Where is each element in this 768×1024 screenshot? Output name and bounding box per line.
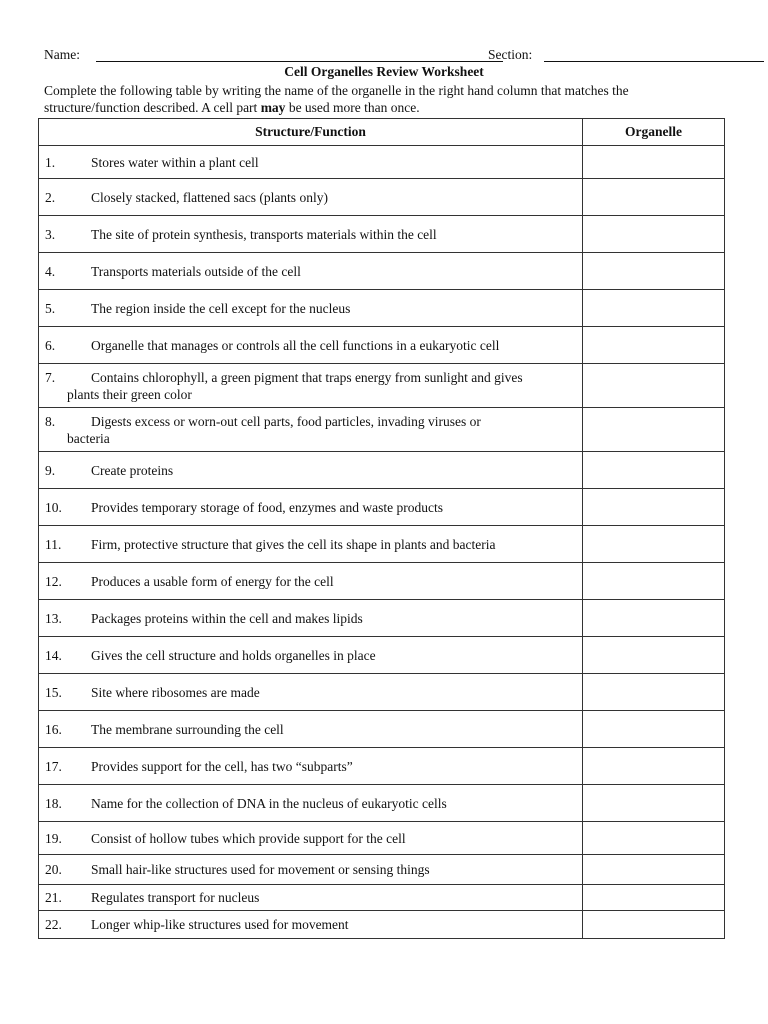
section-label: Section: xyxy=(488,47,533,62)
structure-function-cell xyxy=(39,526,583,563)
structure-function-header: Structure/Function xyxy=(39,119,583,146)
organelle-answer-cell[interactable] xyxy=(583,526,725,563)
row-text xyxy=(39,861,582,878)
structure-function-cell xyxy=(39,822,583,855)
row-description: Provides support for the cell, has two “subparts” xyxy=(91,758,353,774)
row-number: 20. xyxy=(45,862,62,877)
row-number: 21. xyxy=(45,890,62,905)
row-text xyxy=(39,830,582,847)
organelle-answer-cell[interactable] xyxy=(583,146,725,179)
row-number: 3. xyxy=(45,226,56,242)
organelle-answer-cell[interactable] xyxy=(583,216,725,253)
row-number: 14. xyxy=(45,647,62,663)
row-text xyxy=(39,226,582,243)
table-row xyxy=(39,674,725,711)
table-row xyxy=(39,822,725,855)
organelle-answer-cell[interactable] xyxy=(583,452,725,489)
table-header-row xyxy=(39,119,725,146)
row-description: Transports materials outside of the cell xyxy=(91,263,301,279)
structure-function-cell xyxy=(39,216,583,253)
structure-function-cell xyxy=(39,600,583,637)
row-description: The membrane surrounding the cell xyxy=(91,721,284,737)
instructions-text-end: be used more than once. xyxy=(285,100,420,115)
row-text xyxy=(39,189,582,206)
organelle-answer-cell[interactable] xyxy=(583,179,725,216)
organelle-answer-cell[interactable] xyxy=(583,600,725,637)
structure-function-cell xyxy=(39,911,583,939)
organelle-table xyxy=(38,118,725,939)
row-description: Contains chlorophyll, a green pigment that traps energy from sunlight and gives xyxy=(91,369,523,385)
row-text xyxy=(39,684,582,701)
structure-function-cell xyxy=(39,711,583,748)
organelle-answer-cell[interactable] xyxy=(583,855,725,885)
organelle-answer-cell[interactable] xyxy=(583,563,725,600)
organelle-answer-cell[interactable] xyxy=(583,489,725,526)
row-description: The site of protein synthesis, transports materials within the cell xyxy=(91,226,437,242)
organelle-answer-cell[interactable] xyxy=(583,911,725,939)
structure-function-cell xyxy=(39,146,583,179)
table-row xyxy=(39,290,725,327)
row-description: The region inside the cell except for the nucleus xyxy=(91,300,351,316)
structure-function-cell xyxy=(39,452,583,489)
row-number: 16. xyxy=(45,721,62,737)
structure-function-cell xyxy=(39,637,583,674)
table-row xyxy=(39,489,725,526)
row-description-continued: plants their green color xyxy=(67,386,192,402)
worksheet-title: Cell Organelles Review Worksheet xyxy=(284,64,484,79)
organelle-answer-cell[interactable] xyxy=(583,290,725,327)
table-row xyxy=(39,408,725,452)
row-number: 7. xyxy=(45,369,56,385)
table-row xyxy=(39,600,725,637)
structure-function-cell xyxy=(39,253,583,290)
organelle-answer-cell[interactable] xyxy=(583,327,725,364)
table-row xyxy=(39,748,725,785)
row-number: 11. xyxy=(45,536,62,552)
row-text xyxy=(39,154,582,171)
organelle-answer-cell[interactable] xyxy=(583,674,725,711)
row-description: Regulates transport for nucleus xyxy=(91,890,260,905)
row-description: Gives the cell structure and holds organelles in place xyxy=(91,647,376,663)
table-row xyxy=(39,452,725,489)
row-description: Longer whip-like structures used for movement xyxy=(91,917,349,932)
row-description: Firm, protective structure that gives the cell its shape in plants and bacteria xyxy=(91,536,496,552)
table-row xyxy=(39,364,725,408)
row-text xyxy=(39,536,582,553)
row-text xyxy=(39,916,582,933)
row-description: Name for the collection of DNA in the nucleus of eukaryotic cells xyxy=(91,795,447,811)
table-row xyxy=(39,179,725,216)
organelle-header: Organelle xyxy=(583,119,725,146)
row-text xyxy=(39,758,582,775)
structure-function-cell xyxy=(39,327,583,364)
row-text xyxy=(39,499,582,516)
row-description: Consist of hollow tubes which provide support for the cell xyxy=(91,830,406,846)
row-number: 12. xyxy=(45,573,62,589)
row-number: 19. xyxy=(45,830,62,846)
structure-function-cell xyxy=(39,179,583,216)
row-number: 22. xyxy=(45,917,62,932)
row-text xyxy=(39,610,582,627)
row-text xyxy=(39,647,582,664)
structure-function-cell xyxy=(39,563,583,600)
table-row xyxy=(39,711,725,748)
row-description: Small hair-like structures used for movement or sensing things xyxy=(91,862,430,877)
instructions-text: Complete the following table by writing the name of the organelle in the right hand column that matches the structure/function described. A cell part xyxy=(44,83,629,115)
table-row xyxy=(39,216,725,253)
row-text xyxy=(39,795,582,812)
row-description: Produces a usable form of energy for the cell xyxy=(91,573,334,589)
section-blank-line[interactable] xyxy=(544,61,764,62)
row-description: Create proteins xyxy=(91,462,174,478)
row-number: 10. xyxy=(45,499,62,515)
organelle-answer-cell[interactable] xyxy=(583,748,725,785)
table-row xyxy=(39,637,725,674)
row-text xyxy=(39,263,582,280)
structure-function-cell xyxy=(39,408,583,452)
name-label: Name: xyxy=(44,47,80,62)
row-text xyxy=(39,721,582,738)
row-text xyxy=(39,337,582,354)
row-number: 8. xyxy=(45,413,56,429)
row-number: 9. xyxy=(45,462,56,478)
table-row xyxy=(39,563,725,600)
organelle-answer-cell[interactable] xyxy=(583,364,725,408)
row-number: 18. xyxy=(45,795,62,811)
table-row xyxy=(39,785,725,822)
structure-function-cell xyxy=(39,674,583,711)
row-text xyxy=(39,889,582,906)
table-row xyxy=(39,327,725,364)
row-description: Organelle that manages or controls all the cell functions in a eukaryotic cell xyxy=(91,337,500,353)
instructions-bold: may xyxy=(260,100,286,115)
row-number: 6. xyxy=(45,337,56,353)
row-description: Provides temporary storage of food, enzymes and waste products xyxy=(91,499,444,515)
row-number: 5. xyxy=(45,300,56,316)
table-row xyxy=(39,911,725,939)
row-text xyxy=(39,369,582,403)
row-text xyxy=(39,300,582,317)
table-row xyxy=(39,855,725,885)
row-number: 1. xyxy=(45,154,56,170)
row-number: 4. xyxy=(45,263,56,279)
row-description-continued: bacteria xyxy=(67,430,110,446)
row-description: Closely stacked, flattened sacs (plants only) xyxy=(91,189,328,205)
organelle-answer-cell[interactable] xyxy=(583,885,725,911)
structure-function-cell xyxy=(39,748,583,785)
row-number: 13. xyxy=(45,610,62,626)
table-row xyxy=(39,146,725,179)
organelle-answer-cell[interactable] xyxy=(583,637,725,674)
organelle-answer-cell[interactable] xyxy=(583,408,725,452)
structure-function-cell xyxy=(39,885,583,911)
structure-function-cell xyxy=(39,290,583,327)
structure-function-cell xyxy=(39,364,583,408)
structure-function-cell xyxy=(39,855,583,885)
row-number: 2. xyxy=(45,189,56,205)
structure-function-cell xyxy=(39,489,583,526)
table-row xyxy=(39,526,725,563)
row-number: 17. xyxy=(45,758,62,774)
table-row xyxy=(39,253,725,290)
table-row xyxy=(39,885,725,911)
row-description: Site where ribosomes are made xyxy=(91,684,260,700)
organelle-answer-cell[interactable] xyxy=(583,822,725,855)
row-description: Packages proteins within the cell and makes lipids xyxy=(91,610,363,626)
instructions xyxy=(44,82,714,116)
name-blank-line[interactable] xyxy=(96,61,503,62)
organelle-answer-cell[interactable] xyxy=(583,711,725,748)
row-text xyxy=(39,573,582,590)
row-text xyxy=(39,462,582,479)
row-description: Stores water within a plant cell xyxy=(91,154,259,170)
table-body xyxy=(39,146,725,939)
row-number: 15. xyxy=(45,684,62,700)
row-description: Digests excess or worn-out cell parts, food particles, invading viruses or xyxy=(91,413,481,429)
organelle-answer-cell[interactable] xyxy=(583,785,725,822)
row-text xyxy=(39,413,582,447)
header-line xyxy=(44,45,724,65)
structure-function-cell xyxy=(39,785,583,822)
organelle-answer-cell[interactable] xyxy=(583,253,725,290)
